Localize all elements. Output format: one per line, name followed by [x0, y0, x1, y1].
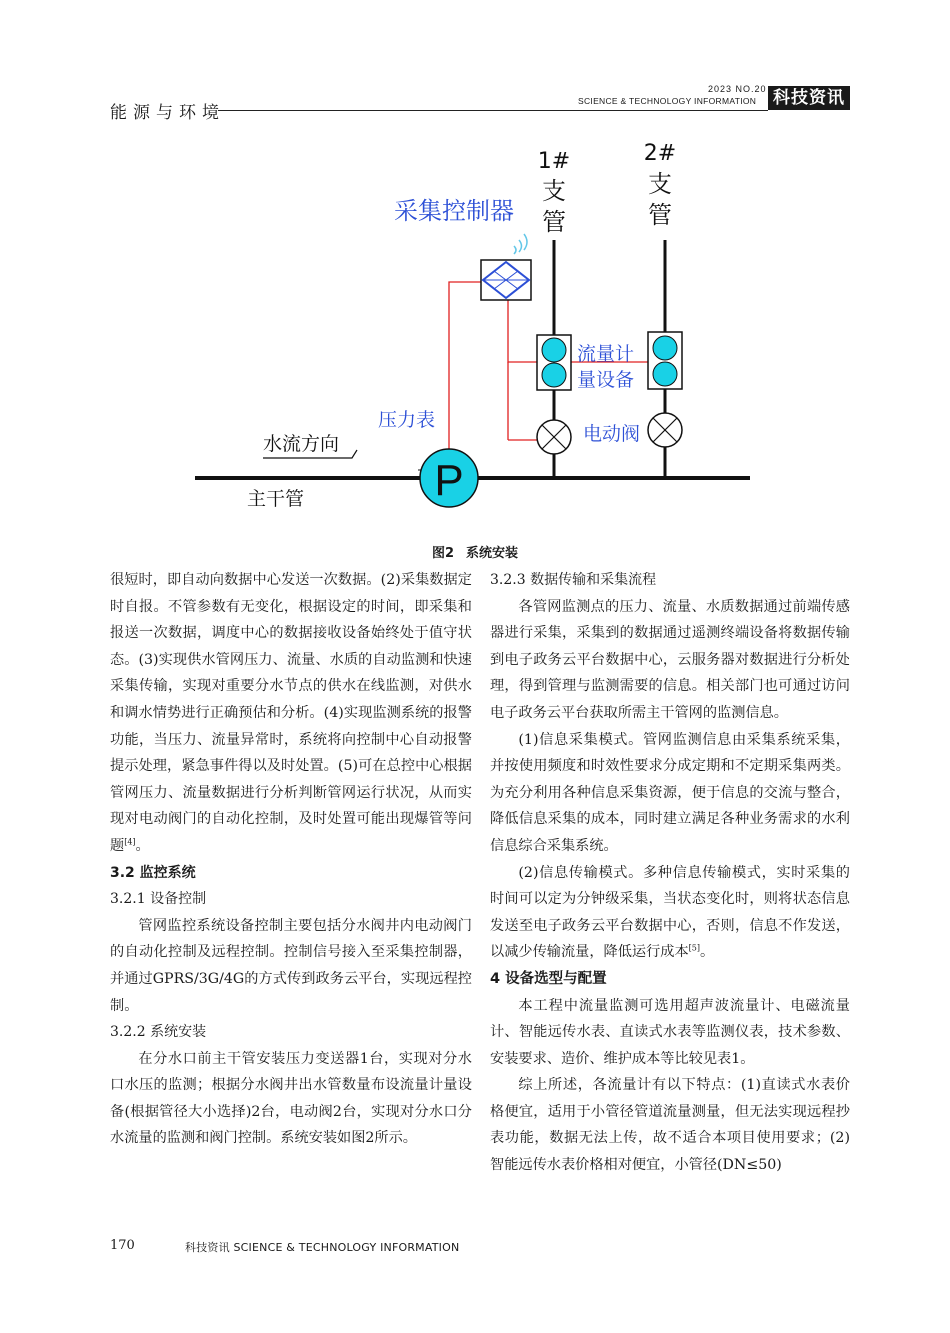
journal-brand-logo: 科技资讯	[768, 86, 850, 110]
branch1-number-label: 1#	[537, 149, 571, 174]
electric-valve-2	[648, 413, 682, 447]
figure-number: 图2	[431, 546, 455, 561]
issue-number: 2023 NO.20	[708, 84, 767, 94]
subsection-heading: 3.2.2 系统安装	[110, 1024, 207, 1041]
section-heading: 3.2 监控系统	[110, 864, 196, 881]
paragraph: 综上所述，各流量计有以下特点：(1)直读式水表价格便宜，适用于小管径管道流量测量，但无法实现远程抄表功能，数据无法上传，故不适合本项目使用要求；(2)智能远传水表价格相对便宜，小管径(DN≤50)	[490, 1077, 850, 1174]
electric-valve-label: 电动阀	[583, 423, 641, 445]
paragraph: 在分水口前主干管安装压力变送器1台，实现对分水口水压的监测；根据分水阀井出水管数量布设流量计量设备(根据管径大小选择)2台，电动阀2台，实现对分水口分水流量的监测和阀门控制。系统安装如图2所示。	[110, 1050, 472, 1147]
flow-meter-1	[537, 335, 571, 390]
paragraph: 管网监控系统设备控制主要包括分水阀井内电动阀门的自动化控制及远程控制。控制信号接入至采集控制器，并通过GPRS/3G/4G的方式传到政务云平台，实现远程控制。	[110, 917, 472, 1014]
flow-device-label-line2: 量设备	[577, 369, 635, 391]
flow-meter-2	[648, 332, 682, 389]
electric-valve-1	[537, 420, 571, 454]
paragraph: (1)信息采集模式。管网监测信息由采集系统采集，并按使用频度和时效性要求分成定期和不定期采集两类。为充分利用各种信息采集资源，便于信息的交流与整合，降低信息采集的成本，同时建立满足各种业务需求的水利信息综合采集系统。	[490, 731, 850, 854]
controller-label: 采集控制器	[394, 197, 514, 225]
footer-journal-name: 科技资讯 SCIENCE & TECHNOLOGY INFORMATION	[185, 1241, 460, 1254]
left-column	[110, 567, 472, 1152]
right-column	[490, 567, 850, 1179]
section-title: 能源与环境	[110, 103, 225, 123]
figure-caption	[0, 542, 950, 561]
subsection-heading: 3.2.3 数据传输和采集流程	[490, 572, 657, 588]
wireless-signal-icon	[514, 234, 527, 254]
flow-direction-label: 水流方向	[263, 433, 340, 455]
page-number: 170	[110, 1238, 135, 1253]
paragraph: 各管网监测点的压力、流量、水质数据通过前端传感器进行采集，采集到的数据通过遥测终端设备将数据传输到电子政务云平台数据中心，云服务器对数据进行分析处理，得到管理与监测需要的信息。相关部门也可通过访问电子政务云平台获取所需主干管网的监测信息。	[490, 598, 850, 721]
branch2-label-char2: 管	[648, 201, 672, 229]
pressure-gauge-label: 压力表	[378, 409, 436, 431]
pressure-gauge	[418, 449, 478, 507]
collection-controller	[481, 260, 531, 300]
paragraph: 很短时，即自动向数据中心发送一次数据。(2)采集数据定时自报。不管参数有无变化，根据设定的时间，即采集和报送一次数据，调度中心的数据接收设备始终处于值守状态。(3)实现供水管网压力、流量、水质的自动监测和快速采集传输，实现对重要分水节点的供水在线监测，对供水和调水情势进行正确预估和分析。(4)实现监测系统的报警功能，当压力、流量异常时，系统将向控制中心自动报警提示处理，紧急事件得以及时处置。(5)可在总控中心根据管网压力、流量数据进行分析判断管网运行状况，从而实现对电动阀门的自动化控制，及时处置可能出现爆管等问题[4]。	[110, 572, 472, 854]
main-pipe-label: 主干管	[247, 488, 305, 510]
pressure-gauge-letter: P	[434, 456, 464, 505]
branch1-label-char1: 支	[542, 177, 566, 205]
figure-title: 系统安装	[466, 546, 519, 561]
branch2-label-char1: 支	[648, 170, 672, 198]
subsection-heading: 3.2.1 设备控制	[110, 891, 207, 908]
flow-device-label-line1: 流量计	[577, 343, 635, 365]
paragraph: (2)信息传输模式。多种信息传输模式，实时采集的时间可以定为分钟级采集，当状态变化时，则将状态信息发送至电子政务云平台数据中心，否则，信息不作发送，以减少传输流量，降低运行成本[5]。	[490, 864, 850, 961]
system-installation-diagram	[0, 0, 950, 540]
journal-english-title: SCIENCE & TECHNOLOGY INFORMATION	[578, 96, 757, 106]
paragraph: 本工程中流量监测可选用超声波流量计、电磁流量计、智能远传水表、直读式水表等监测仪表，技术参数、安装要求、造价、维护成本等比较见表1。	[490, 997, 850, 1067]
citation-ref: [5]	[688, 943, 700, 953]
branch2-number-label: 2#	[643, 141, 677, 166]
section-heading: 4 设备选型与配置	[490, 970, 607, 987]
citation-ref: [4]	[124, 837, 136, 847]
branch1-label-char2: 管	[542, 208, 566, 236]
